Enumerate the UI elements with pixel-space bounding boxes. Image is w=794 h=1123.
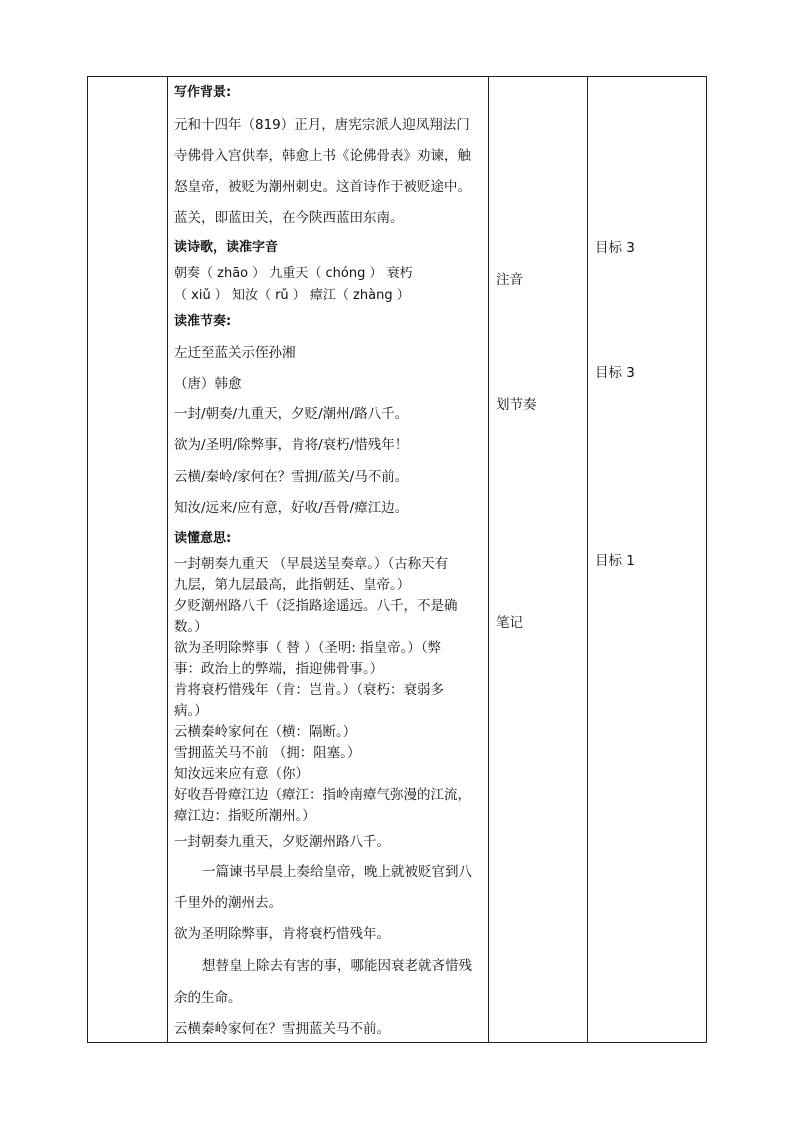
text-line: 云横秦岭家何在（横：隔断。） <box>174 724 357 740</box>
method-take-notes: 笔记 <box>496 615 523 631</box>
text-line: 好收吾骨瘴江边（瘴江：指岭南瘴气弥漫的江流， <box>174 787 471 803</box>
poem-line: 一封/朝奏/九重天，夕贬/潮州/路八千。 <box>174 406 409 422</box>
poem-title: 左迁至蓝关示侄孙湘 <box>174 345 296 361</box>
text-line: 事：政治上的弊端，指迎佛骨事。） <box>174 661 384 677</box>
table-border-2 <box>167 76 168 1043</box>
text-line: 想替皇上除去有害的事，哪能因衰老就吝惜残 <box>202 958 472 974</box>
text-line: 蓝关，即蓝田关，在今陕西蓝田东南。 <box>174 210 404 226</box>
text-line: 瘴江边：指贬所潮州。） <box>174 808 316 824</box>
text-line: 夕贬潮州路八千（泛指路途遥远。八千，不是确 <box>174 598 458 614</box>
table-border-3 <box>488 76 489 1043</box>
section-heading-background: 写作背景: <box>174 85 232 100</box>
text-line: 九层，第九层最高，此指朝廷、皇帝。） <box>174 577 411 593</box>
table-bottom-border <box>87 1042 707 1043</box>
text-line: 一封朝奏九重天 （早晨送呈奏章。）（古称天有 <box>174 556 449 572</box>
section-heading-meaning: 读懂意思: <box>174 531 232 546</box>
table-border-1 <box>87 76 88 1043</box>
text-line: （ xiǔ ） 知汝（ rǔ ） 瘴江（ zhàng ） <box>174 288 410 303</box>
text-line: 一封朝奏九重天，夕贬潮州路八千。 <box>174 834 390 850</box>
text-line: 数。） <box>174 619 208 635</box>
goal-label: 目标 3 <box>595 365 635 381</box>
text-line: 欲为圣明除弊事（ 替 ）（圣明: 指皇帝。）（弊 <box>174 640 442 656</box>
text-line: 寺佛骨入宫供奉，韩愈上书《论佛骨表》劝谏，触 <box>174 148 471 164</box>
text-line: 一篇谏书早晨上奏给皇帝，晚上就被贬官到八 <box>202 864 472 880</box>
text-line: 元和十四年（819）正月，唐宪宗派人迎凤翔法门 <box>174 117 470 133</box>
table-top-border <box>87 76 707 77</box>
text-line: 欲为圣明除弊事，肯将衰朽惜残年。 <box>174 926 390 942</box>
text-line: 怒皇帝，被贬为潮州刺史。这首诗作于被贬途中。 <box>174 179 471 195</box>
table-border-4 <box>587 76 588 1043</box>
table-border-5 <box>706 76 707 1043</box>
section-heading-pronunciation: 读诗歌，读准字音 <box>174 240 279 255</box>
text-line: 雪拥蓝关马不前 （拥：阻塞。） <box>174 745 361 761</box>
poem-line: 欲为/圣明/除弊事，肯将/衰朽/惜残年！ <box>174 437 409 453</box>
goal-label: 目标 1 <box>595 553 635 569</box>
text-line: 病。） <box>174 703 208 719</box>
text-line: 知汝远来应有意（你） <box>174 766 309 782</box>
poem-author: （唐）韩愈 <box>174 376 242 392</box>
text-line: 朝奏（ zhāo ） 九重天（ chóng ） 衰朽 <box>174 266 413 281</box>
poem-line: 知汝/远来/应有意，好收/吾骨/瘴江边。 <box>174 500 409 516</box>
text-line: 千里外的潮州去。 <box>174 895 282 911</box>
text-line: 余的生命。 <box>174 990 242 1006</box>
goal-label: 目标 3 <box>595 240 635 256</box>
method-annotate-pinyin: 注音 <box>496 272 523 288</box>
section-heading-rhythm: 读准节奏: <box>174 314 232 329</box>
text-line: 云横秦岭家何在？雪拥蓝关马不前。 <box>174 1021 390 1037</box>
text-line: 肯将衰朽惜残年（肯：岂肯。）（衰朽：衰弱多 <box>174 682 444 698</box>
method-mark-rhythm: 划节奏 <box>496 397 537 413</box>
poem-line: 云横/秦岭/家何在？雪拥/蓝关/马不前。 <box>174 469 409 485</box>
